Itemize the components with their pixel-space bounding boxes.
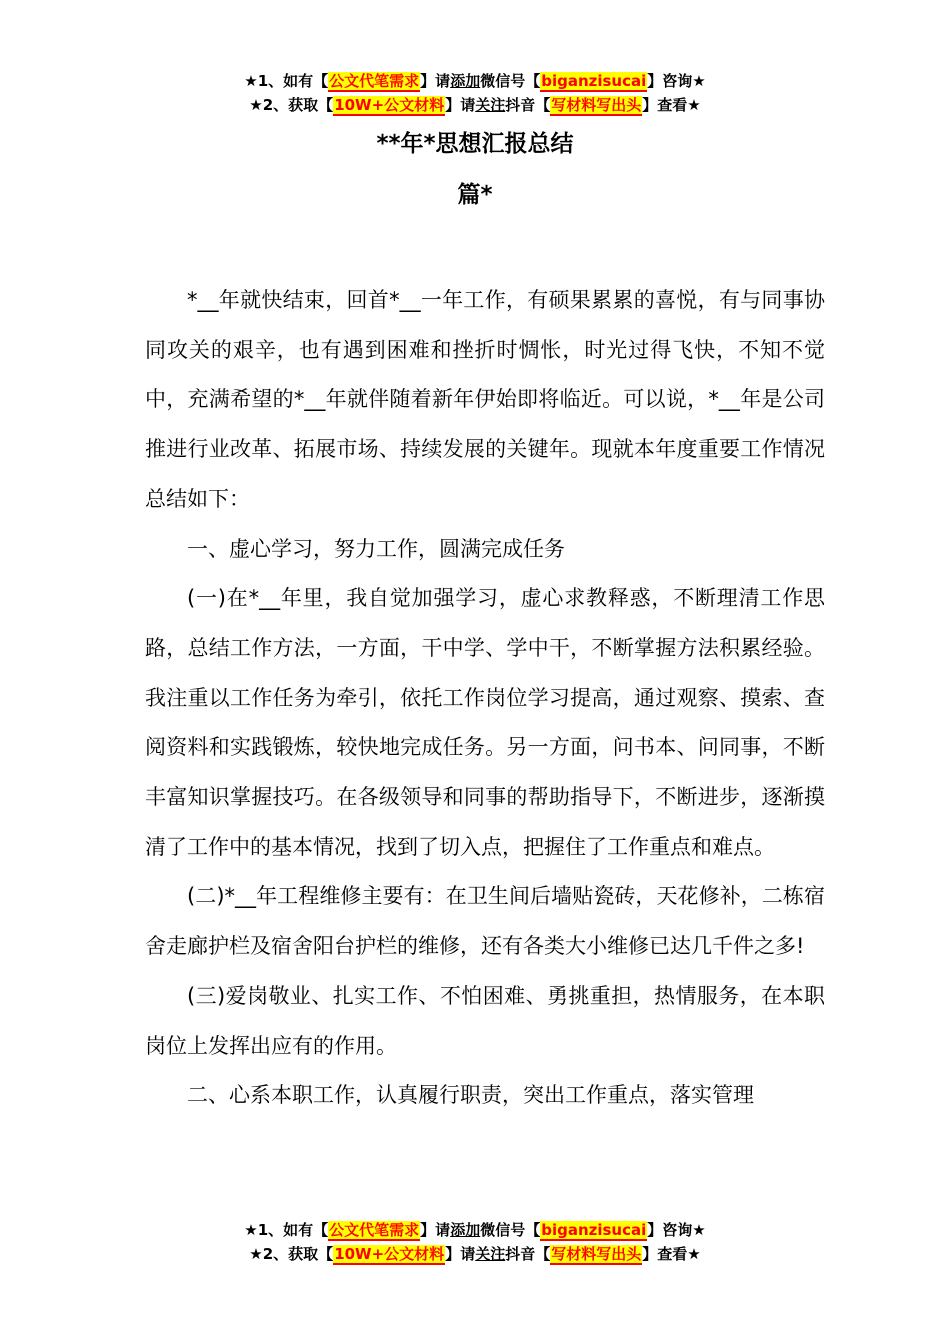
- banner-line-2: [0, 1242, 950, 1266]
- highlight-text: biganzisucai: [541, 1221, 647, 1239]
- highlight-text: 写材料写出头: [551, 96, 642, 114]
- underlined-text: 添加: [450, 1221, 481, 1239]
- banner-line-1: [0, 69, 950, 93]
- highlight-text: 公文代笔需求: [329, 1221, 420, 1239]
- highlight-text: 10W+公文材料: [334, 1245, 445, 1263]
- banner-text: 】请: [420, 72, 451, 90]
- section-heading: 一、虚心学习，努力工作，圆满完成任务: [187, 536, 565, 561]
- document-body: [145, 276, 825, 1121]
- paragraph: (三)爱岗敬业、扎实工作、不怕困难、勇挑重担，热情服务，在本职岗位上发挥出应有的作用。: [145, 983, 825, 1058]
- banner-text: 微信号【: [480, 72, 541, 90]
- banner-text: ★2、获取【: [249, 1245, 334, 1263]
- banner-text: 】查看★: [642, 1245, 701, 1263]
- highlight-text: 公文代笔需求: [329, 72, 420, 90]
- highlight-text: 写材料写出头: [551, 1245, 642, 1263]
- banner-text: 】咨询★: [647, 1221, 706, 1239]
- document-title-line-2: 篇*: [457, 182, 493, 208]
- paragraph: (一)在*__年里，我自觉加强学习，虚心求教释惑，不断理清工作思路，总结工作方法，一方面，干中学、学中干，不断掌握方法积累经验。我注重以工作任务为牵引，依托工作岗位学习提高，通过观察、摸索、查阅资料和实践锻炼，较快地完成任务。另一方面，问书本、问同事，不断丰富知识掌握技巧。在各级领导和同事的帮助指导下，不断进步，逐渐摸清了工作中的基本情况，找到了切入点，把握住了工作重点和难点。: [145, 586, 825, 859]
- banner-text: ★1、如有【: [244, 72, 329, 90]
- document-title: **年*思想汇报总结: [376, 131, 574, 157]
- banner-text: 】请: [420, 1221, 451, 1239]
- banner-text: 抖音【: [505, 1245, 551, 1263]
- banner-text: 】查看★: [642, 96, 701, 114]
- banner-text: ★2、获取【: [249, 96, 334, 114]
- banner-text: 抖音【: [505, 96, 551, 114]
- highlight-text: biganzisucai: [541, 72, 647, 90]
- paragraph: *__年就快结束，回首*__一年工作，有硕果累累的喜悦，有与同事协同攻关的艰辛，也有遇到困难和挫折时惆怅，时光过得飞快，不知不觉中，充满希望的*__年就伴随着新年伊始即将临近。可以说，*__年是公司推进行业改革、拓展市场、持续发展的关键年。现就本年度重要工作情况总结如下：: [145, 288, 825, 511]
- banner-text: 】请: [445, 96, 476, 114]
- banner-text: 】请: [445, 1245, 476, 1263]
- banner-line-2: [0, 93, 950, 117]
- banner-text: ★1、如有【: [244, 1221, 329, 1239]
- footer-banner: [0, 1218, 950, 1266]
- banner-text: 微信号【: [480, 1221, 541, 1239]
- underlined-text: 关注: [475, 96, 506, 114]
- banner-text: 】咨询★: [647, 72, 706, 90]
- underlined-text: 添加: [450, 72, 481, 90]
- section-heading: 二、心系本职工作，认真履行职责，突出工作重点，落实管理: [187, 1083, 754, 1108]
- header-banner: [0, 69, 950, 117]
- underlined-text: 关注: [475, 1245, 506, 1263]
- paragraph: (二)*__年工程维修主要有：在卫生间后墙贴瓷砖，天花修补，二栋宿舍走廊护栏及宿舍阳台护栏的维修，还有各类大小维修已达几千件之多!: [145, 884, 825, 959]
- highlight-text: 10W+公文材料: [334, 96, 445, 114]
- banner-line-1: [0, 1218, 950, 1242]
